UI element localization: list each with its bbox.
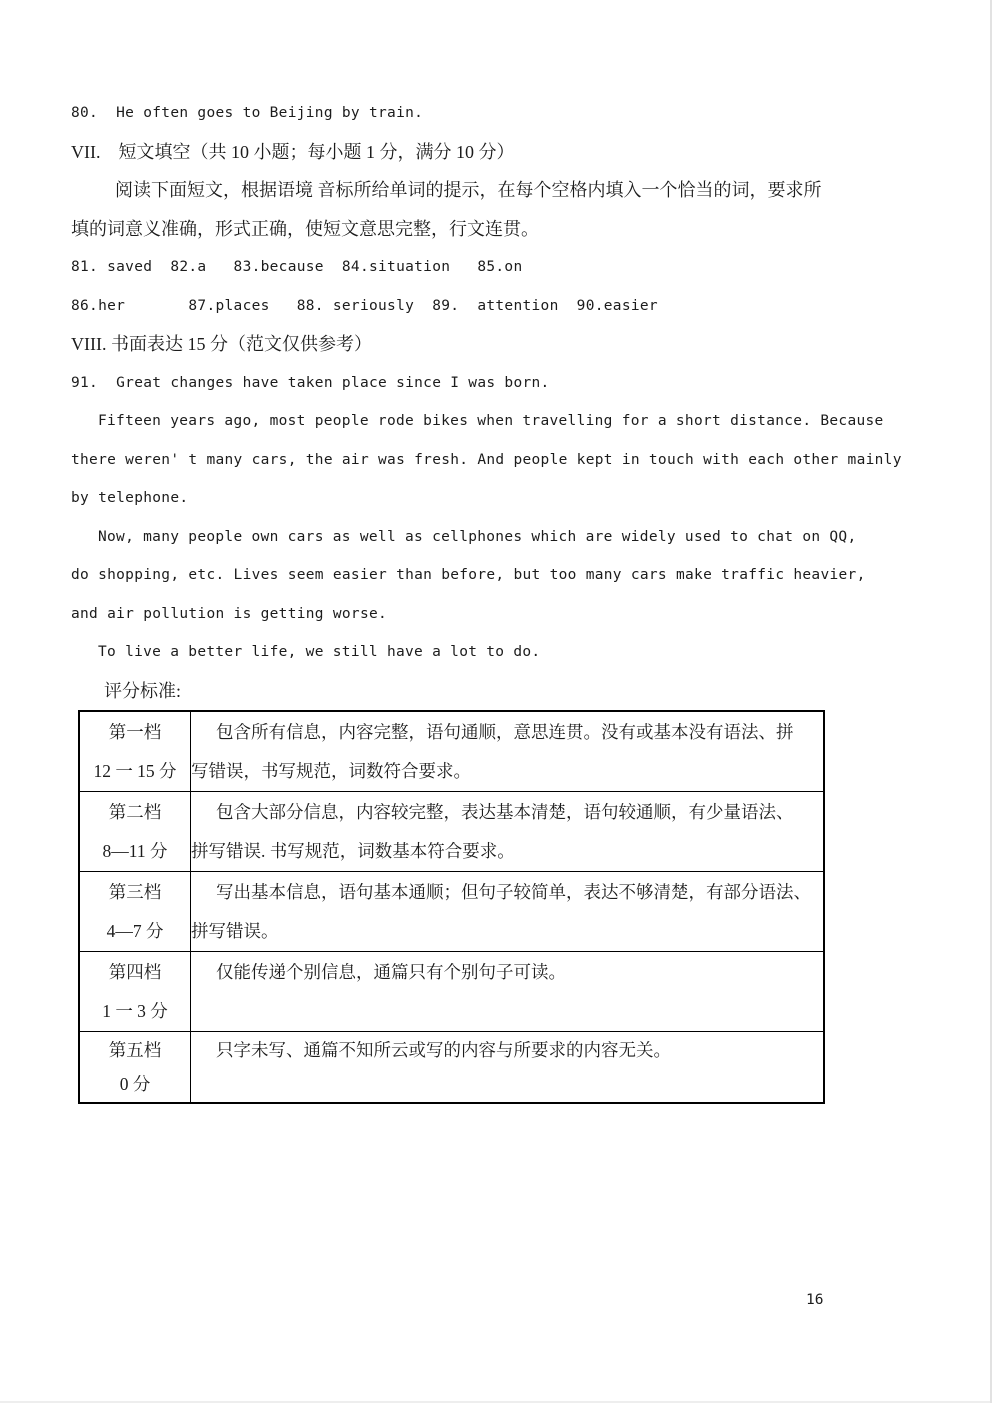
essay-para2-line2: do shopping, etc. Lives seem easier than before, but too many cars make traffic heavier,	[71, 567, 866, 583]
desc-line: 拼写错误. 书写规范，词数基本符合要求。	[191, 840, 515, 861]
section-vii-instructions-line2: 填的词意义准确，形式正确，使短文意思完整，行文连贯。	[71, 218, 539, 239]
answer-line-80: 80. He often goes to Beijing by train.	[71, 105, 424, 121]
essay-para3-line1: To live a better life, we still have a lot to do.	[98, 644, 541, 660]
desc-line: 拼写错误。	[191, 920, 279, 941]
rubric-row-2	[79, 792, 824, 872]
section-vii-instructions-line1: 阅读下面短文，根据语境 音标所给单词的提示，在每个空格内填入一个恰当的词，要求所	[115, 180, 822, 200]
essay-para1-line2: there weren' t many cars, the air was fresh. And people kept in touch with each other mainly	[71, 451, 902, 468]
essay-para1-line1: Fifteen years ago, most people rode bikes when travelling for a short distance. Because	[98, 413, 884, 429]
tier-label: 第五档	[108, 1040, 162, 1060]
desc-line: 包含大部分信息，内容较完整，表达基本清楚，语句较通顺，有少量语法、	[216, 802, 794, 822]
tier-score: 8—11 分	[102, 840, 168, 861]
tier-score: 12 一 15 分	[93, 760, 177, 781]
tier-label: 第一档	[108, 722, 162, 742]
tier-score: 1 一 3 分	[102, 1000, 168, 1021]
rubric-row-4	[79, 952, 824, 1032]
answer-line-81-85: 81. saved 82.a 83.because 84.situation 85.on	[71, 259, 523, 275]
rubric-tier-cell	[79, 711, 191, 792]
tier-label: 第三档	[108, 882, 162, 902]
rubric-row-1	[79, 711, 824, 792]
rubric-tier-cell	[79, 952, 191, 1032]
rubric-table	[78, 710, 825, 1104]
desc-line: 包含所有信息，内容完整，语句通顺，意思连贯。没有或基本没有语法、拼	[216, 722, 794, 742]
rubric-desc-cell	[191, 711, 825, 792]
rubric-desc-cell	[191, 792, 825, 872]
rubric-tier-cell	[79, 1032, 191, 1104]
rubric-desc-cell	[191, 872, 825, 952]
essay-title-line: 91. Great changes have taken place since I was born.	[71, 374, 550, 391]
rubric-row-3	[79, 872, 824, 952]
desc-line: 仅能传递个别信息，通篇只有个别句子可读。	[216, 962, 566, 982]
essay-para2-line3: and air pollution is getting worse.	[71, 605, 388, 622]
section-vii-heading: VII. 短文填空（共 10 小题；每小题 1 分，满分 10 分）	[71, 141, 515, 162]
tier-label: 第二档	[108, 802, 162, 822]
rubric-tier-cell	[79, 872, 191, 952]
desc-line: 只字未写、通篇不知所云或写的内容与所要求的内容无关。	[216, 1040, 671, 1060]
essay-para2-line1: Now, many people own cars as well as cellphones which are widely used to chat on QQ,	[98, 528, 857, 545]
rubric-desc-cell	[191, 952, 825, 1032]
rubric-row-5	[79, 1032, 824, 1104]
desc-line: 写出基本信息，语句基本通顺；但句子较简单，表达不够清楚，有部分语法、	[216, 882, 811, 902]
essay-para1-line3: by telephone.	[71, 490, 189, 506]
tier-score: 4—7 分	[106, 920, 164, 941]
desc-line: 写错误，书写规范，词数符合要求。	[191, 760, 471, 781]
rubric-desc-cell	[191, 1032, 825, 1104]
tier-label: 第四档	[108, 962, 162, 982]
answer-line-86-90: 86.her 87.places 88. seriously 89. attention 90.easier	[71, 297, 658, 314]
rubric-tier-cell	[79, 792, 191, 872]
tier-score: 0 分	[119, 1074, 151, 1094]
rubric-label: 评分标准:	[104, 680, 182, 701]
page-number: 16	[806, 1292, 824, 1308]
section-viii-heading: VIII. 书面表达 15 分（范文仅供参考）	[71, 334, 372, 354]
